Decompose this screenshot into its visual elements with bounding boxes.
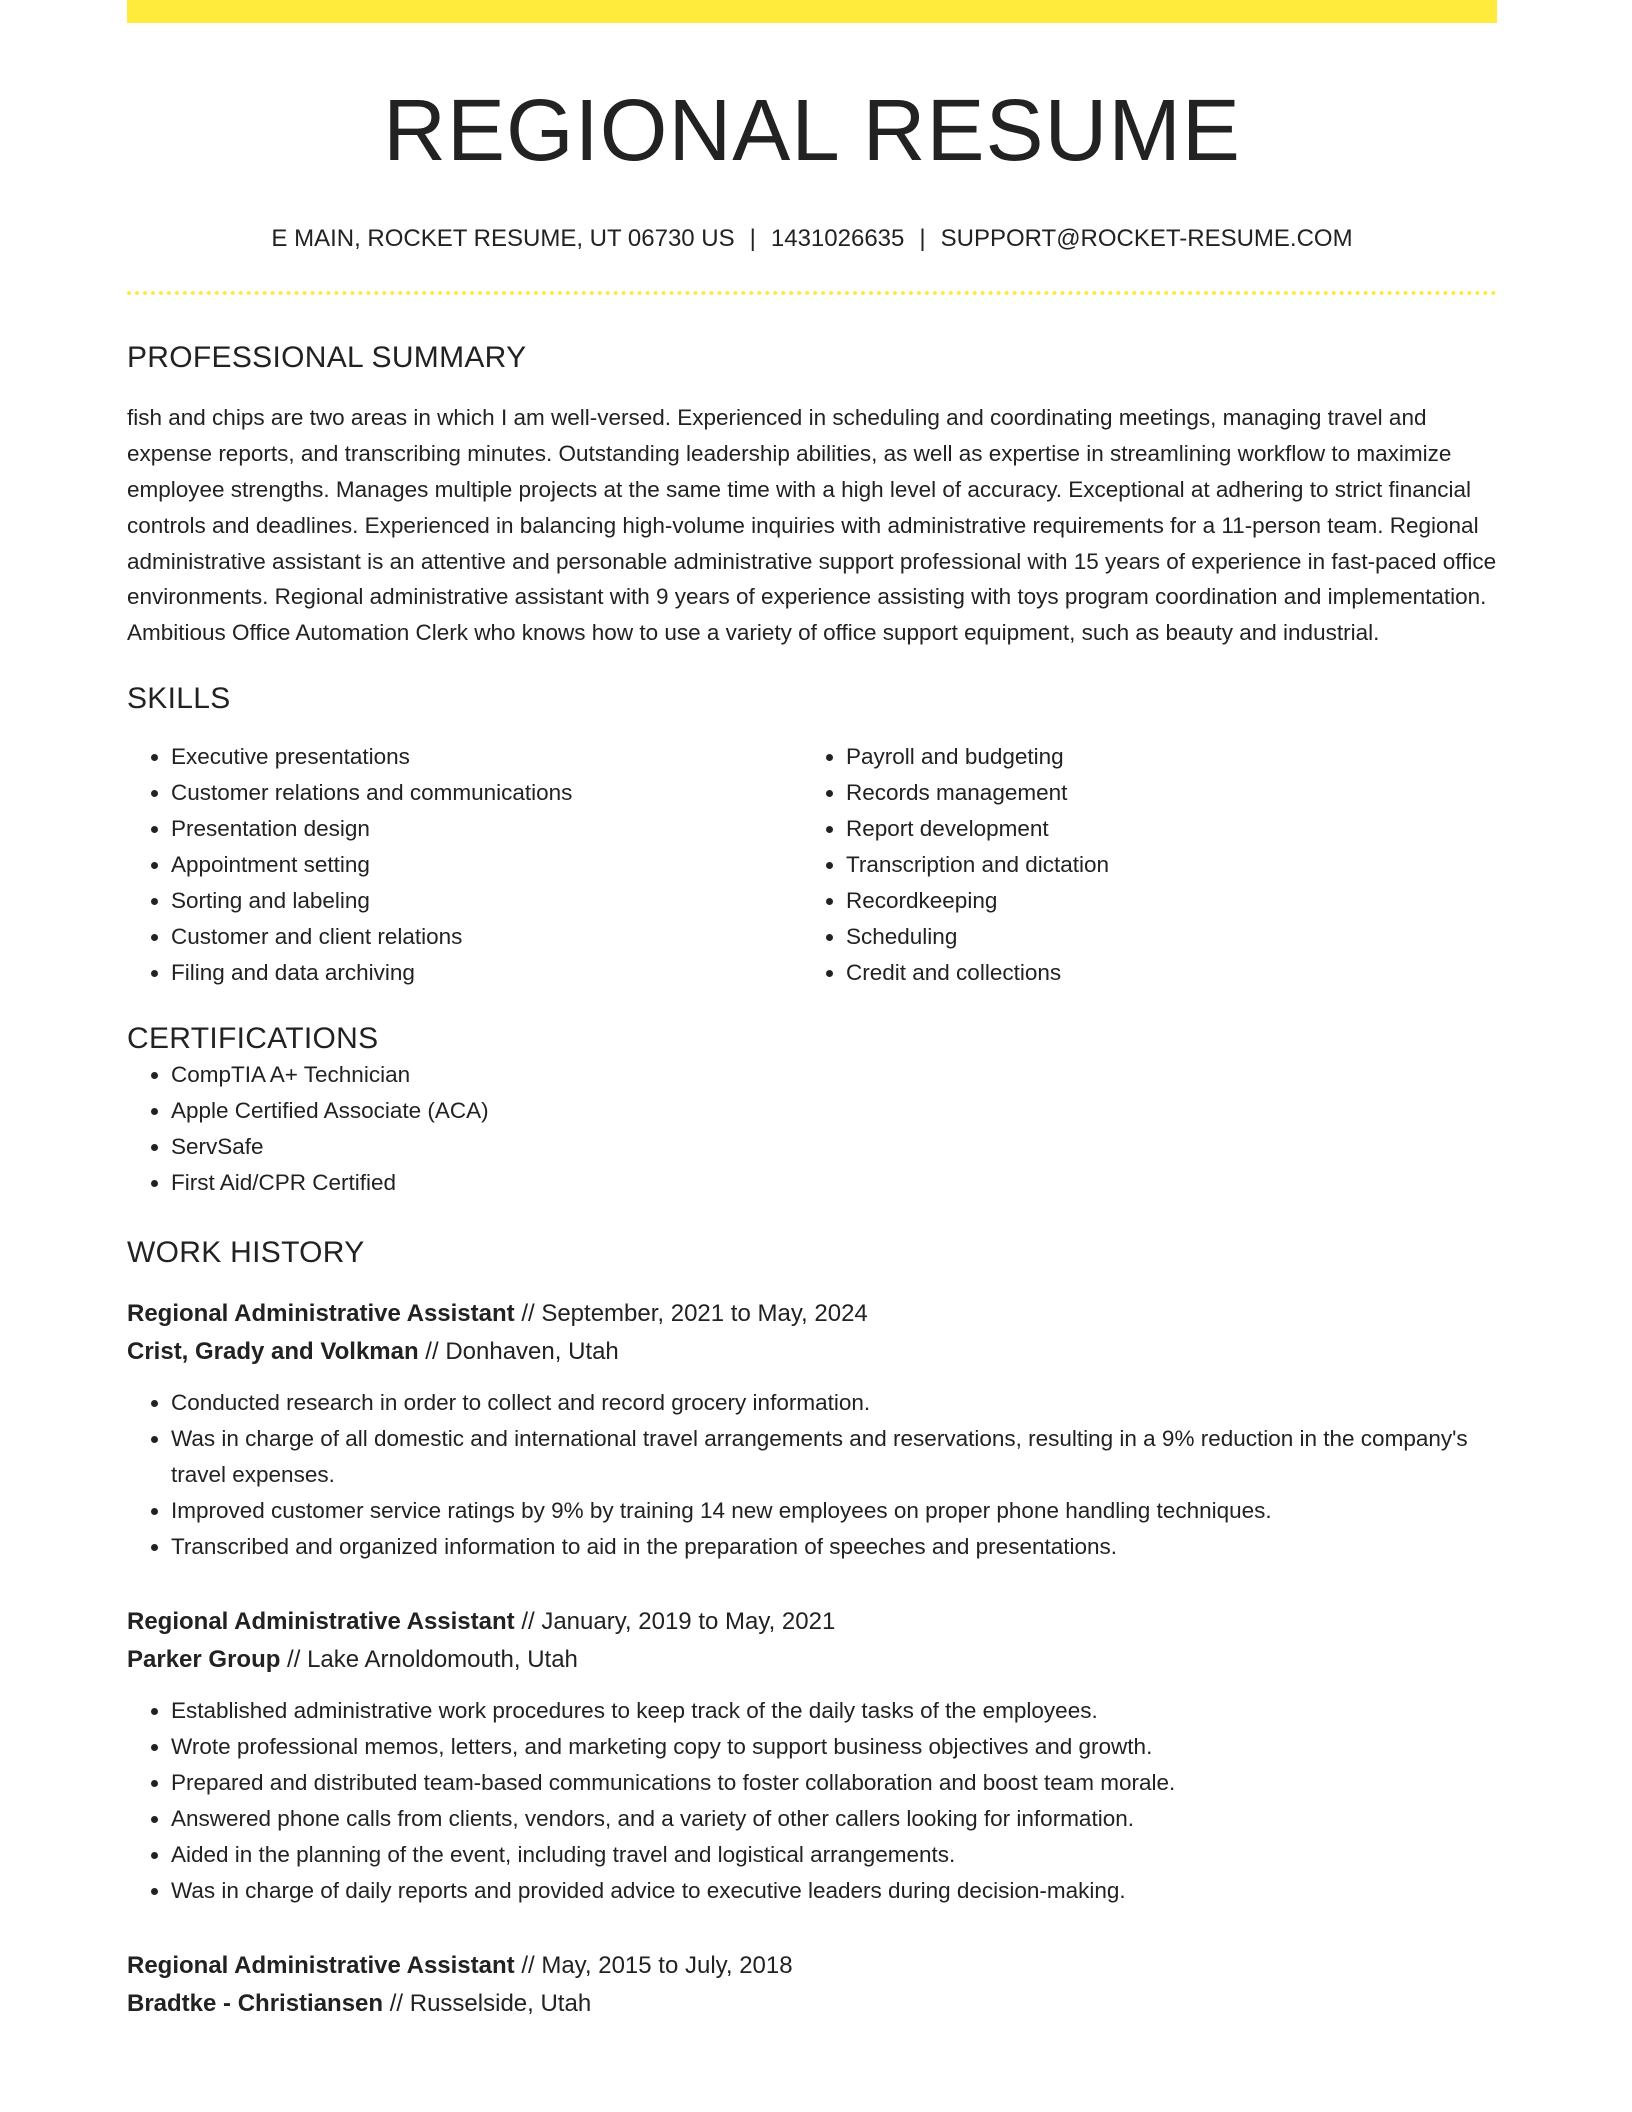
job-role: Regional Administrative Assistant: [127, 1300, 515, 1328]
job-dates: // May, 2015 to July, 2018: [514, 1952, 793, 1980]
job-bullet: • Was in charge of daily reports and provided advice to executive leaders during decision-making.: [171, 1873, 1497, 1909]
job-bullet: • Prepared and distributed team-based communications to foster collaboration and boost team morale.: [171, 1765, 1497, 1801]
skill-item: • Customer relations and communications: [171, 775, 802, 811]
accent-top-bar: [127, 0, 1497, 23]
skill-item: • Recordkeeping: [846, 883, 1477, 919]
skill-item: • Presentation design: [171, 811, 802, 847]
skills-heading: SKILLS: [127, 682, 231, 716]
job-bullet: • Established administrative work procedures to keep track of the daily tasks of the employees.: [171, 1693, 1497, 1729]
job-entry: [127, 1603, 1497, 1909]
job-dates: // January, 2019 to May, 2021: [514, 1608, 836, 1636]
contact-separator: |: [749, 224, 756, 252]
skills-columns: [127, 739, 1497, 991]
skills-left-list: [127, 739, 802, 991]
job-location: // Lake Arnoldomouth, Utah: [280, 1646, 578, 1674]
certification-item: • CompTIA A+ Technician: [171, 1057, 1497, 1093]
skill-item: • Sorting and labeling: [171, 883, 802, 919]
skills-left-column: [127, 739, 802, 991]
work-history-heading: WORK HISTORY: [127, 1236, 365, 1270]
job-company-line: [127, 1333, 1497, 1371]
dotted-divider: [127, 291, 1497, 295]
job-company-line: [127, 1641, 1497, 1679]
contact-phone: 1431026635: [770, 224, 905, 252]
contact-email: SUPPORT@ROCKET-RESUME.COM: [940, 224, 1353, 252]
job-role-line: [127, 1295, 1497, 1333]
job-company: Bradtke - Christiansen: [127, 1990, 384, 2018]
job-bullet: • Conducted research in order to collect and record grocery information.: [171, 1385, 1497, 1421]
job-bullets: [127, 1385, 1497, 1565]
job-dates: // September, 2021 to May, 2024: [514, 1300, 868, 1328]
skill-item: • Customer and client relations: [171, 919, 802, 955]
skill-item: • Transcription and dictation: [846, 847, 1477, 883]
certification-item: • Apple Certified Associate (ACA): [171, 1093, 1497, 1129]
contact-address: E MAIN, ROCKET RESUME, UT 06730 US: [271, 224, 735, 252]
skill-item: • Executive presentations: [171, 739, 802, 775]
skill-item: • Credit and collections: [846, 955, 1477, 991]
skill-item: • Records management: [846, 775, 1477, 811]
job-bullet: • Was in charge of all domestic and international travel arrangements and reservations, resulting in a 9% reduction in the company's travel expenses.: [171, 1421, 1497, 1493]
certifications-list: [127, 1057, 1497, 1201]
skill-item: • Filing and data archiving: [171, 955, 802, 991]
job-bullet: • Improved customer service ratings by 9% by training 14 new employees on proper phone handling techniques.: [171, 1493, 1497, 1529]
certification-item: • First Aid/CPR Certified: [171, 1165, 1497, 1201]
summary-heading: PROFESSIONAL SUMMARY: [127, 341, 527, 375]
certifications-heading: CERTIFICATIONS: [127, 1022, 379, 1056]
job-role: Regional Administrative Assistant: [127, 1608, 515, 1636]
contact-line: [127, 225, 1497, 254]
resume-name: REGIONAL RESUME: [383, 82, 1241, 179]
skill-item: • Report development: [846, 811, 1477, 847]
job-role: Regional Administrative Assistant: [127, 1952, 515, 1980]
job-bullet: • Transcribed and organized information to aid in the preparation of speeches and presentations.: [171, 1529, 1497, 1565]
job-location: // Donhaven, Utah: [418, 1338, 619, 1366]
job-role-line: [127, 1603, 1497, 1641]
job-bullet: • Aided in the planning of the event, including travel and logistical arrangements.: [171, 1837, 1497, 1873]
job-bullets: [127, 1693, 1497, 1909]
job-bullet: • Answered phone calls from clients, vendors, and a variety of other callers looking for information.: [171, 1801, 1497, 1837]
job-company: Parker Group: [127, 1646, 281, 1674]
skills-right-column: [802, 739, 1477, 991]
contact-separator: |: [919, 224, 926, 252]
skill-item: • Appointment setting: [171, 847, 802, 883]
job-company-line: [127, 1985, 1497, 2023]
summary-text: fish and chips are two areas in which I am well-versed. Experienced in scheduling and coordinating meetings, managing travel and expense reports, and transcribing minutes. Outstanding leadership abilities, as well as expertise in streamlining workflow to maximize employee strengths. Manages multiple projects at the same time with a high level of accuracy. Exceptional at adhering to strict financial controls and deadlines. Experienced in balancing high-volume inquiries with administrative requirements for a 11-person team. Regional administrative assistant is an attentive and personable administrative support professional with 15 years of experience in fast-paced office environments. Regional administrative assistant with 9 years of experience assisting with toys program coordination and implementation. Ambitious Office Automation Clerk who knows how to use a variety of office support equipment, such as beauty and industrial.: [127, 405, 1497, 646]
job-company: Crist, Grady and Volkman: [127, 1338, 419, 1366]
skill-item: • Scheduling: [846, 919, 1477, 955]
certification-item: • ServSafe: [171, 1129, 1497, 1165]
job-entry: [127, 1295, 1497, 1565]
skill-item: • Payroll and budgeting: [846, 739, 1477, 775]
job-entry: [127, 1947, 1497, 2023]
job-bullet: • Wrote professional memos, letters, and marketing copy to support business objectives and growth.: [171, 1729, 1497, 1765]
resume-page: [127, 0, 1497, 2023]
job-role-line: [127, 1947, 1497, 1985]
job-location: // Russelside, Utah: [383, 1990, 592, 2018]
skills-right-list: [802, 739, 1477, 991]
